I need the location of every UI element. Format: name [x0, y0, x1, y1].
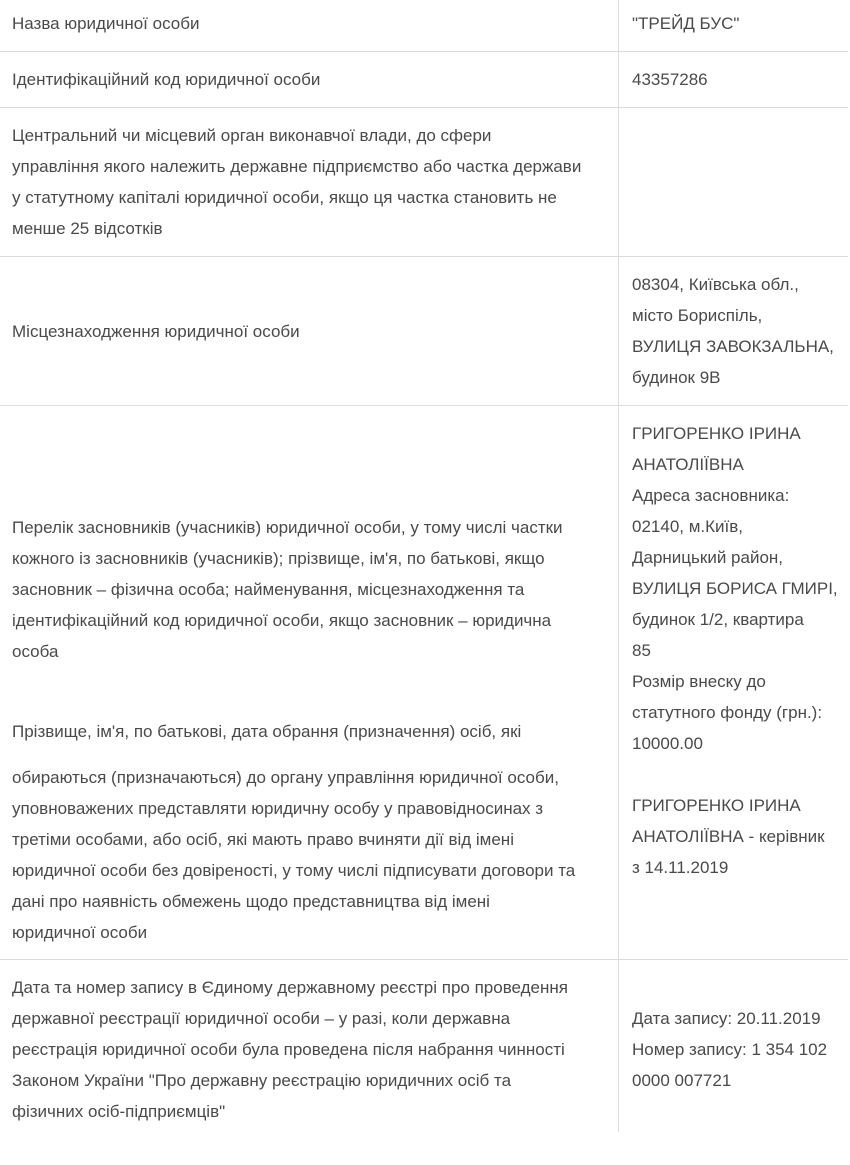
value-line: ВУЛИЦЯ ЗАВОКЗАЛЬНА,	[632, 337, 834, 356]
label-line: менше 25 відсотків	[12, 219, 163, 238]
row-value	[618, 257, 848, 405]
row-label	[12, 120, 612, 244]
label-line: засновник – фізична особа; найменування, місцезнаходження та	[12, 580, 525, 599]
managers-label	[12, 762, 612, 948]
value-line: Дата запису: 20.11.2019	[632, 1009, 821, 1028]
label-line: Законом України "Про державну реєстрацію юридичних осіб та	[12, 1071, 512, 1090]
value-line: 85	[632, 641, 651, 660]
row-name	[0, 0, 848, 52]
label-line: Перелік засновників (учасників) юридичної особи, у тому числі частки	[12, 518, 563, 537]
label-line: реєстрація юридичної особи була проведена після набрання чинності	[12, 1040, 565, 1059]
value-line: 10000.00	[632, 734, 703, 753]
value-line: будинок 1/2, квартира	[632, 610, 804, 629]
label-line: управління якого належить державне підприємство або частка держави	[12, 157, 582, 176]
row-label: Назва юридичної особи	[12, 14, 200, 33]
label-line: у статутному капіталі юридичної особи, якщо ця частка становить не	[12, 188, 557, 207]
value-line: 0000 007721	[632, 1071, 732, 1090]
row-value: "ТРЕЙД БУС"	[618, 0, 848, 51]
label-line: ідентифікаційний код юридичної особи, якщо засновник – юридична	[12, 611, 552, 630]
value-line: Адреса засновника:	[632, 486, 790, 505]
row-registration-record	[0, 960, 848, 1132]
value-line: Номер запису: 1 354 102	[632, 1040, 828, 1059]
value-line: 02140, м.Київ,	[632, 517, 744, 536]
label-line: третіми особами, або осіб, які мають право вчиняти дії від імені	[12, 830, 514, 849]
row-label	[12, 972, 612, 1127]
label-line: юридичної особи без довіреності, у тому числі підписувати договори та	[12, 861, 576, 880]
manager-line: АНАТОЛІЇВНА - керівник	[632, 827, 825, 846]
label-line: уповноважених представляти юридичну особу у правовідносинах з	[12, 799, 544, 818]
managers-label-cut-line: Прізвище, ім'я, по батькові, дата обрання (призначення) осіб, які	[12, 722, 522, 741]
manager-line: з 14.11.2019	[632, 858, 729, 877]
row-label	[12, 512, 612, 667]
label-line: Дата та номер запису в Єдиному державному реєстрі про проведення	[12, 978, 568, 997]
row-id-code	[0, 52, 848, 108]
value-line: 08304, Київська обл.,	[632, 275, 799, 294]
label-line: Центральний чи місцевий орган виконавчої влади, до сфери	[12, 126, 492, 145]
label-line: юридичної особи	[12, 923, 148, 942]
value-line: ВУЛИЦЯ БОРИСА ГМИРІ,	[632, 579, 838, 598]
row-label: Ідентифікаційний код юридичної особи	[12, 70, 321, 89]
value-line: Дарницький район,	[632, 548, 784, 567]
value-line: ГРИГОРЕНКО ІРИНА	[632, 424, 801, 443]
row-label: Місцезнаходження юридичної особи	[12, 322, 300, 341]
row-value: 43357286	[618, 52, 848, 107]
label-line: дані про наявність обмежень щодо представництва від імені	[12, 892, 490, 911]
value-line: місто Бориспіль,	[632, 306, 763, 325]
manager-line: ГРИГОРЕНКО ІРИНА	[632, 796, 801, 815]
value-line: статутного фонду (грн.):	[632, 703, 823, 722]
label-line: кожного із засновників (учасників); прізвище, ім'я, по батькові, якщо	[12, 549, 545, 568]
row-value	[618, 108, 848, 256]
label-line: фізичних осіб-підприємців"	[12, 1102, 226, 1121]
row-value	[618, 406, 848, 959]
row-authority	[0, 108, 848, 257]
value-line: будинок 9В	[632, 368, 721, 387]
row-value	[618, 960, 848, 1132]
label-line: державної реєстрації юридичної особи – у разі, коли державна	[12, 1009, 511, 1028]
label-line: обираються (призначаються) до органу управління юридичної особи,	[12, 768, 559, 787]
value-line: АНАТОЛІЇВНА	[632, 455, 744, 474]
label-line: особа	[12, 642, 59, 661]
value-line: Розмір внеску до	[632, 672, 766, 691]
row-location	[0, 257, 848, 406]
